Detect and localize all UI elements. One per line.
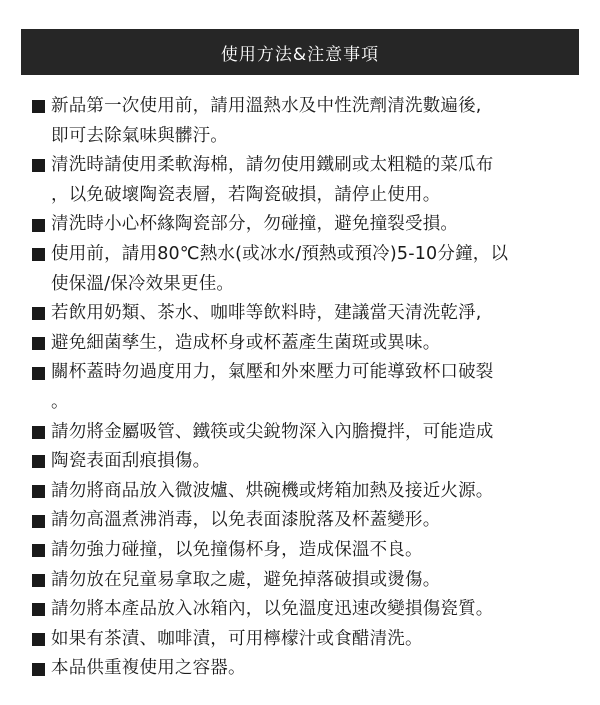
list-item-text: 如果有茶漬、咖啡漬，可用檸檬汁或食醋清洗。: [51, 628, 423, 649]
square-bullet-icon: [32, 544, 45, 557]
list-item-text: 避免細菌孳生，造成杯身或杯蓋產生菌斑或異味。: [51, 332, 441, 353]
list-item: [32, 536, 580, 566]
list-item: [32, 92, 580, 122]
list-item-continuation: 即可去除氣味與髒汙。: [51, 125, 228, 146]
square-bullet-icon: [32, 455, 45, 468]
list-item-text: 請勿強力碰撞，以免撞傷杯身，造成保溫不良。: [51, 539, 423, 560]
square-bullet-icon: [32, 248, 45, 261]
list-item-text: 請勿將本產品放入冰箱內，以免溫度迅速改變損傷瓷質。: [51, 599, 494, 620]
list-item: [32, 358, 580, 388]
list-item-text: 清洗時請使用柔軟海棉，請勿使用鐵刷或太粗糙的菜瓜布: [51, 155, 494, 176]
list-item: [32, 299, 580, 329]
list-item-text: 請勿將金屬吸管、鐵筷或尖銳物深入內膽攪拌，可能造成: [51, 421, 494, 442]
square-bullet-icon: [32, 574, 45, 587]
square-bullet-icon: [32, 100, 45, 113]
list-item-text: 本品供重複使用之容器。: [51, 658, 246, 679]
list-item: [32, 418, 580, 448]
list-item-text: 若飲用奶類、茶水、咖啡等飲料時，建議當天清洗乾淨,: [51, 303, 482, 324]
list-item-text: 清洗時小心杯緣陶瓷部分，勿碰撞，避免撞裂受損。: [51, 214, 459, 235]
list-item-text: 陶瓷表面刮痕損傷。: [51, 451, 211, 472]
list-item: [32, 566, 580, 596]
square-bullet-icon: [32, 603, 45, 616]
square-bullet-icon: [32, 219, 45, 232]
list-item-continuation: ，以免破壞陶瓷表層，若陶瓷破損，請停止使用。: [51, 184, 441, 205]
list-item: [32, 625, 580, 655]
square-bullet-icon: [32, 633, 45, 646]
section-header: [21, 29, 579, 75]
square-bullet-icon: [32, 307, 45, 320]
list-item-continuation: 使保溫/保冷效果更佳。: [51, 273, 235, 294]
square-bullet-icon: [32, 663, 45, 676]
list-item: [32, 595, 580, 625]
square-bullet-icon: [32, 337, 45, 350]
instruction-list: [32, 92, 580, 684]
list-item-text: 請勿高溫煮沸消毒，以免表面漆脫落及杯蓋變形。: [51, 510, 441, 531]
list-item: [32, 506, 580, 536]
square-bullet-icon: [32, 159, 45, 172]
list-item-text: 使用前，請用80℃熱水(或冰水/預熱或預冷)5-10分鐘，以: [51, 243, 509, 264]
list-item: [32, 329, 580, 359]
square-bullet-icon: [32, 485, 45, 498]
list-item: [32, 210, 580, 240]
list-item: [32, 654, 580, 684]
list-item: [32, 477, 580, 507]
list-item: [32, 240, 580, 270]
list-item-continuation: 。: [51, 391, 69, 412]
list-item-text: 新品第一次使用前，請用溫熱水及中性洗劑清洗數遍後,: [51, 96, 482, 116]
list-item-text: 請勿放在兒童易拿取之處，避免掉落破損或燙傷。: [51, 569, 441, 590]
list-item-text: 請勿將商品放入微波爐、烘碗機或烤箱加熱及接近火源。: [51, 480, 494, 501]
square-bullet-icon: [32, 367, 45, 380]
list-item: [32, 447, 580, 477]
section-title: 使用方法&注意事項: [220, 44, 380, 65]
list-item: [32, 151, 580, 181]
square-bullet-icon: [32, 426, 45, 439]
list-item-text: 關杯蓋時勿過度用力，氣壓和外來壓力可能導致杯口破裂: [51, 362, 494, 383]
square-bullet-icon: [32, 515, 45, 528]
